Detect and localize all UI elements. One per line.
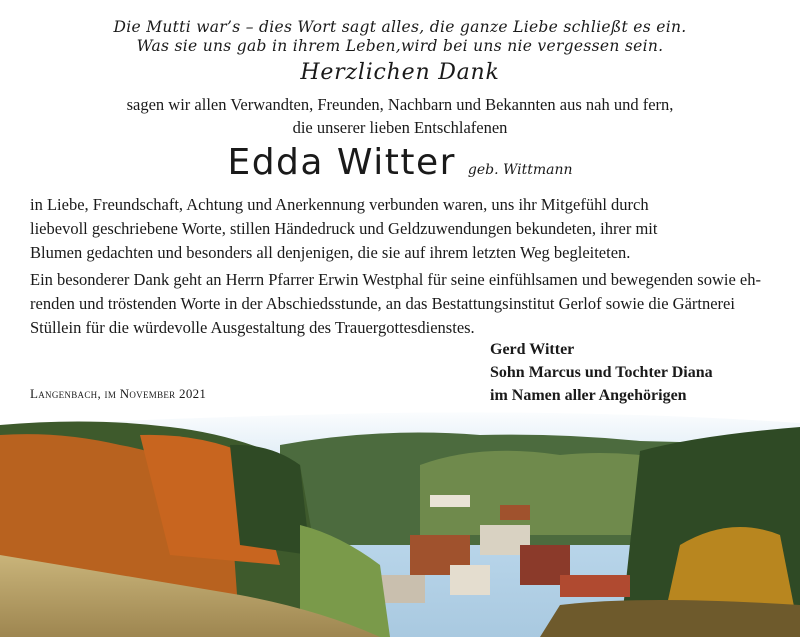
heading-herzlichen-dank: Herzlichen Dank (300, 60, 500, 85)
paragraph-2-line: renden und tröstenden Worte in der Abschiedsstunde, an das Bestattungsinstitut Gerlof sowie die Gärtnerei (30, 294, 735, 313)
paragraph-2-line: Ein besonderer Dank geht an Herrn Pfarrer Erwin Westphal für seine einfühlsamen und bewegenden sowie eh- (30, 270, 761, 289)
signatory-1: Gerd Witter (490, 341, 575, 358)
place-date: Langenbach, im November 2021 (30, 386, 207, 401)
paragraph-1-line: Blumen gedachten und besonders all denjenigen, die sie auf ihrem letzten Weg begleiteten. (30, 243, 631, 262)
signatory-3: im Namen aller Angehörigen (490, 387, 687, 404)
paragraph-2 (30, 268, 780, 340)
birth-name: geb. Wittmann (467, 162, 573, 178)
deceased-name-block (0, 142, 800, 183)
foreground-right (540, 600, 800, 637)
quote-line-1: Die Mutti war’s – dies Wort sagt alles, die ganze Liebe schließt es ein. (113, 18, 687, 36)
paragraph-1-line: in Liebe, Freundschaft, Achtung und Anerkennung verbunden waren, uns ihr Mitgefühl durch (30, 195, 649, 214)
landscape-illustration (0, 405, 800, 637)
landscape-photo (0, 405, 800, 637)
thanks-line-2: die unserer lieben Entschlafenen (292, 118, 508, 137)
quote-line-2: Was sie uns gab in ihrem Leben,wird bei uns nie vergessen sein. (136, 37, 664, 55)
deceased-name: Edda Witter (227, 142, 456, 183)
thanks-line-1: sagen wir allen Verwandten, Freunden, Nachbarn und Bekannten aus nah und fern, (126, 95, 674, 114)
paragraph-1-line: liebevoll geschriebene Worte, stillen Händedruck und Geldzuwendungen bekundeten, ihrer mit (30, 219, 658, 238)
paragraph-1 (30, 193, 780, 265)
paragraph-2-line: Stüllein für die würdevolle Ausgestaltung des Trauergottesdienstes. (30, 318, 475, 337)
signatory-2: Sohn Marcus und Tochter Diana (490, 364, 713, 381)
